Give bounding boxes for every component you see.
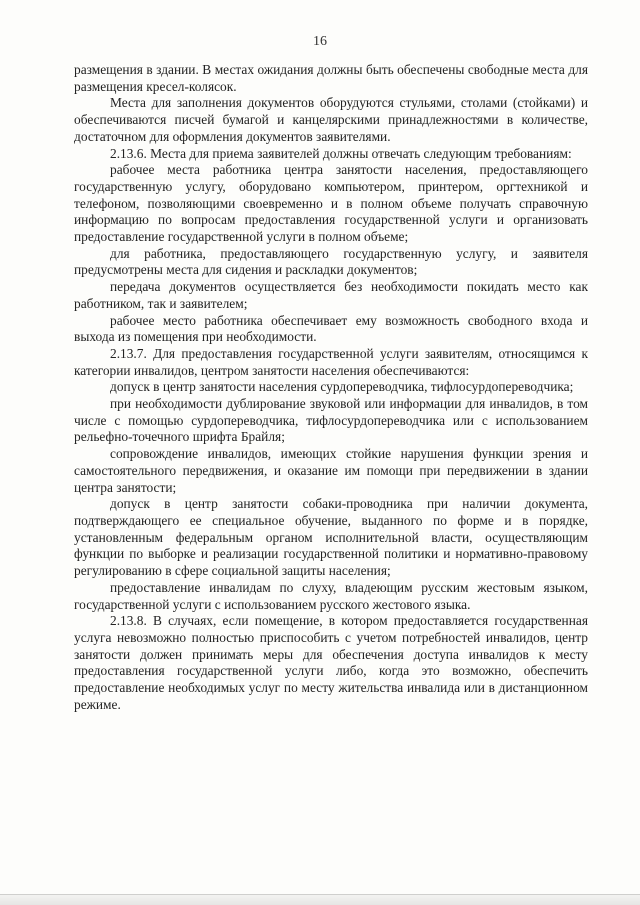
paragraph: Места для заполнения документов оборудуются стульями, столами (стойками) и обеспечиваются писчей бумагой и канцелярскими принадлежностями в количестве, достаточном для оформления документов заявителями. [74, 95, 588, 144]
list-item: рабочее места работника центра занятости населения, предоставляющего государственную услугу, оборудовано компьютером, принтером, оргтехникой и телефоном, позволяющими своевременно и в полном объеме получать справочную информацию по вопросам предоставления государственной услуги и организовать предоставление государственной услуги в полном объеме; [74, 162, 588, 245]
paragraph-2-13-7: 2.13.7. Для предоставления государственной услуги заявителям, относящимся к категории инвалидов, центром занятости населения обеспечиваются: [74, 345, 588, 378]
paragraph: размещения в здании. В местах ожидания должны быть обеспечены свободные места для размещения кресел-колясок. [74, 62, 588, 94]
list-item: рабочее место работника обеспечивает ему возможность свободного входа и выхода из помещения при необходимости. [74, 312, 588, 345]
list-item: при необходимости дублирование звуковой или информации для инвалидов, в том числе с помощью сурдопереводчика, тифлосурдопереводчика или с использованием рельефно-точечного шрифта Брайля; [74, 396, 588, 445]
page-number: 16 [313, 34, 327, 49]
list-item: допуск в центр занятости собаки-проводника при наличии документа, подтверждающего ее специальное обучение, выданного по форме и в порядке, установленным федеральным органом исполнительной власти, осуществляющим функции по выборке и реализации государственной политики и нормативно-правовому регулированию в сфере социальной защиты населения; [74, 496, 588, 579]
document-body [74, 62, 588, 713]
list-item: предоставление инвалидам по слуху, владеющим русским жестовым языком, государственной услуги с использованием русского жестового языка. [74, 579, 588, 612]
list-item: для работника, предоставляющего государственную услугу, и заявителя предусмотрены места для сидения и раскладки документов; [74, 245, 588, 278]
paragraph-2-13-6: 2.13.6. Места для приема заявителей должны отвечать следующим требованиям: [110, 145, 572, 161]
list-item: передача документов осуществляется без необходимости покидать место как работником, так и заявителем; [74, 279, 588, 311]
paragraph-2-13-8: 2.13.8. В случаях, если помещение, в котором предоставляется государственная услуга невозможно полностью приспособить с учетом потребностей инвалидов, центр занятости должен принимать меры для обеспечения доступа инвалидов к месту предоставления государственной услуги либо, когда это возможно, обеспечить предоставление необходимых услуг по месту жительства инвалида или в дистанционном режиме. [74, 613, 588, 712]
list-item: допуск в центр занятости населения сурдопереводчика, тифлосурдопереводчика; [110, 379, 574, 395]
list-item: сопровождение инвалидов, имеющих стойкие нарушения функции зрения и самостоятельного передвижения, и оказание им помощи при передвижении в здании центра занятости; [74, 446, 588, 495]
scan-edge [0, 894, 640, 905]
